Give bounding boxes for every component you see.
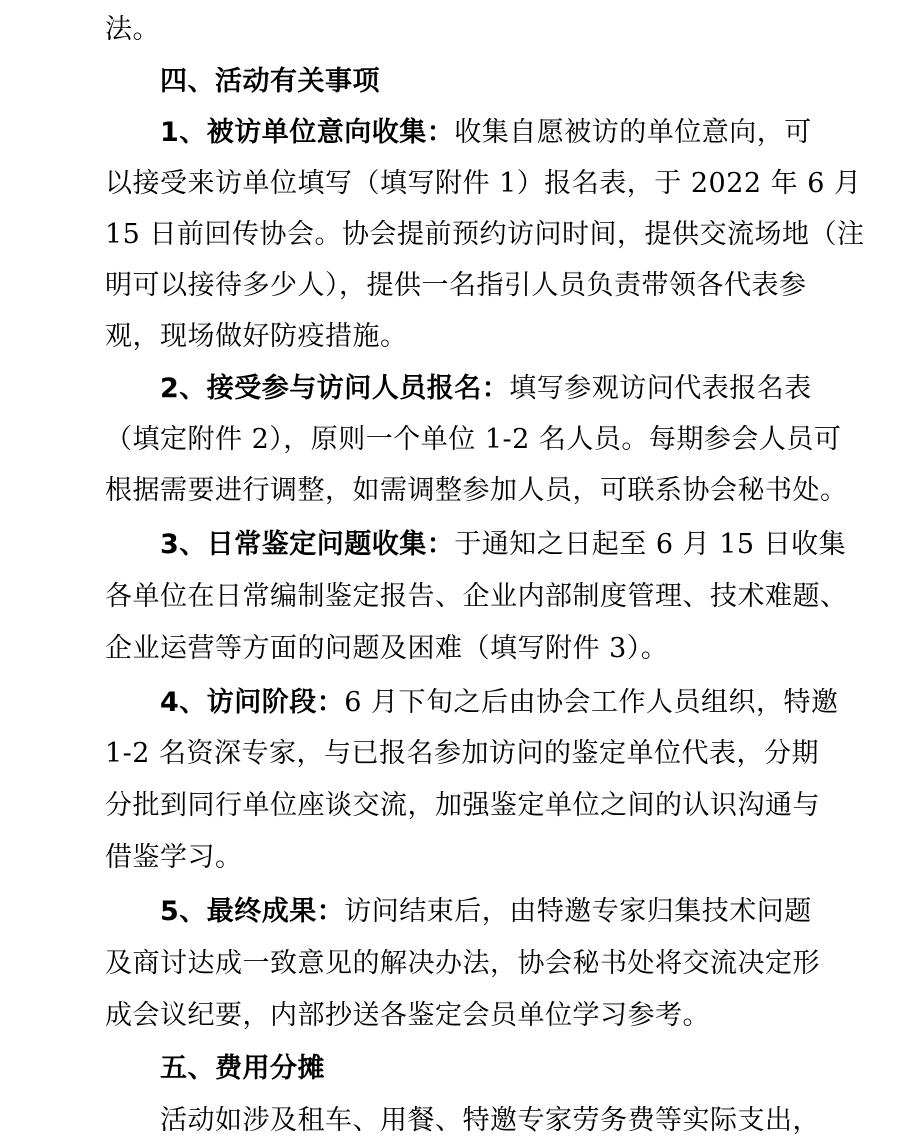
text-line [105,833,800,883]
text-fragment: 及商讨达成一致意见的解决办法，协会秘书处将交流决定形 [105,948,820,979]
text-line [105,624,800,674]
text-line [105,466,848,516]
item-1-text: 收集自愿被访的单位意向，可 [454,117,812,148]
text-line [105,991,800,1041]
item-2-text: 填写参观访问代表报名表 [509,373,812,404]
item-5-text: 访问结束后，由特邀专家归集技术问题 [344,896,812,927]
text-fragment: 1-2 名资深专家，与已报名参加访问的鉴定单位代表，分期 [105,738,820,769]
item-1-first-line [105,108,812,158]
item-4-first-line [105,678,839,728]
item-5-title: 5、最终成果： [160,896,345,927]
text-fragment: 各单位在日常编制鉴定报告、企业内部制度管理、技术难题、 [105,581,848,612]
text-line [105,159,862,209]
item-2-first-line [105,364,812,414]
heading-text: 四、活动有关事项 [160,66,380,97]
section-heading-5 [105,1044,800,1094]
section-heading-4 [105,57,800,107]
text-fragment: 15 日前回传协会。协会提前预约访问时间，提供交流场地（注 [105,219,865,250]
text-fragment: 借鉴学习。 [105,842,243,873]
text-fragment: 根据需要进行调整，如需调整参加人员，可联系协会秘书处。 [105,475,848,506]
text-line [105,781,820,831]
text-line [105,939,820,989]
text-line [105,415,842,465]
item-1-title: 1、被访单位意向收集： [160,117,455,148]
text-fragment: 以接受来访单位填写（填写附件 1）报名表，于 2022 年 6 月 [105,168,862,199]
text-line [105,312,800,362]
text-line [105,210,865,260]
item-3-title: 3、日常鉴定问题收集： [160,529,455,560]
text-fragment: 分批到同行单位座谈交流，加强鉴定单位之间的认识沟通与 [105,790,820,821]
text-fragment: 活动如涉及租车、用餐、特邀专家劳务费等实际支出， [160,1105,820,1136]
text-fragment: 法。 [105,14,160,45]
heading-text: 五、费用分摊 [160,1053,325,1084]
text-fragment: 成会议纪要，内部抄送各鉴定会员单位学习参考。 [105,1000,710,1031]
text-line [105,572,848,622]
text-fragment: 观，现场做好防疫措施。 [105,321,408,352]
text-fragment: 明可以接待多少人），提供一名指引人员负责带领各代表参 [105,270,807,301]
text-fragment: （填定附件 2），原则一个单位 1-2 名人员。每期参会人员可 [105,424,842,455]
item-3-text: 于通知之日起至 6 月 15 日收集 [454,529,847,560]
item-4-text: 6 月下旬之后由协会工作人员组织，特邀 [344,687,839,718]
text-line [105,5,800,55]
text-line [105,729,820,779]
item-3-first-line [105,520,847,570]
text-fragment: 企业运营等方面的问题及困难（填写附件 3）。 [105,633,669,664]
text-line [105,261,807,311]
item-5-first-line [105,887,812,937]
text-line [105,1096,820,1146]
item-2-title: 2、接受参与访问人员报名： [160,373,510,404]
item-4-title: 4、访问阶段： [160,687,345,718]
